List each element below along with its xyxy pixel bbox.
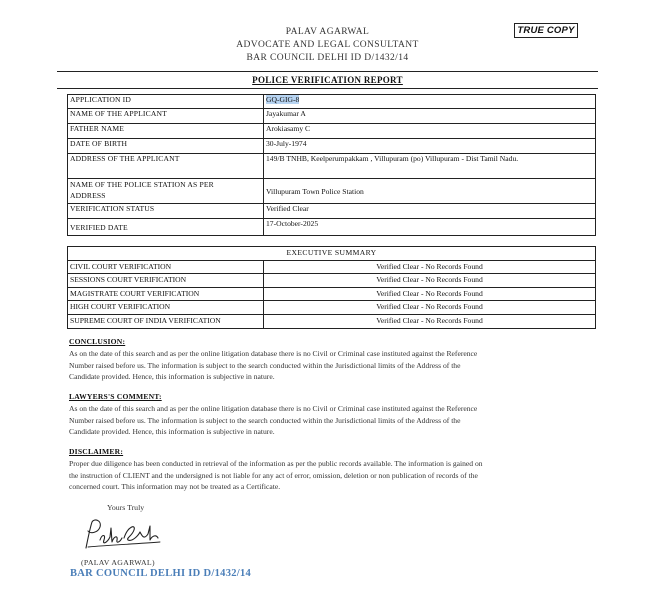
summary-value: Verified Clear - No Records Found: [264, 274, 596, 288]
conclusion-heading: CONCLUSION:: [69, 337, 126, 346]
summary-value: Verified Clear - No Records Found: [264, 287, 596, 301]
table-row: [68, 124, 596, 139]
summary-label: HIGH COURT VERIFICATION: [68, 301, 264, 315]
dob-value: 30-July-1974: [264, 139, 596, 154]
executive-summary-title: EXECUTIVE SUMMARY: [68, 247, 596, 261]
police-station-label-line1: NAME OF THE POLICE STATION AS PER: [70, 180, 214, 189]
header-divider: [57, 71, 598, 72]
table-row: [68, 139, 596, 154]
father-name-value: Arokiasamy C: [264, 124, 596, 139]
detail-label: FATHER NAME: [68, 124, 264, 139]
report-title-text: POLICE VERIFICATION REPORT: [252, 75, 403, 85]
detail-label: VERIFICATION STATUS: [68, 204, 264, 219]
detail-label: DATE OF BIRTH: [68, 139, 264, 154]
detail-label: NAME OF THE APPLICANT: [68, 109, 264, 124]
detail-label: APPLICATION ID: [68, 95, 264, 109]
lawyers-comment-line: As on the date of this search and as per the online litigation database there is no Civil or Criminal case instituted against the Reference: [69, 403, 478, 413]
verification-status-value: Verified Clear: [264, 204, 596, 219]
verified-date-value: 17-October-2025: [264, 219, 596, 236]
disclaimer-line: Proper due diligence has been conducted in retrieval of the information as per the public records available. The information is gained on: [69, 458, 483, 468]
table-row: [68, 154, 596, 179]
applicant-name-value: Jayakumar A: [264, 109, 596, 124]
applicant-details-table: [67, 94, 596, 236]
table-row: [68, 287, 596, 301]
advocate-designation: ADVOCATE AND LEGAL CONSULTANT: [236, 40, 419, 50]
detail-label: ADDRESS OF THE APPLICANT: [68, 154, 264, 179]
handwritten-signature: [80, 518, 164, 554]
advocate-name: PALAV AGARWAL: [285, 27, 370, 37]
table-row: [68, 274, 596, 288]
closing-text: Yours Truly: [107, 503, 145, 512]
table-row: [68, 260, 596, 274]
police-station-label-line2: ADDRESS: [70, 190, 106, 200]
table-row: [68, 219, 596, 236]
conclusion-line: Number raised before us. The information is subject to the search conducted within the Jurisdictional limits of the Address of the: [69, 360, 461, 370]
summary-value: Verified Clear - No Records Found: [264, 260, 596, 274]
report-title: [0, 75, 655, 85]
conclusion-line: Candidate provided. Hence, this information is subjective in nature.: [69, 372, 275, 382]
conclusion-section: [69, 336, 589, 383]
summary-value: Verified Clear - No Records Found: [264, 314, 596, 328]
table-row: [68, 204, 596, 219]
lawyers-comment-section: [69, 391, 589, 438]
summary-label: SESSIONS COURT VERIFICATION: [68, 274, 264, 288]
table-row: [68, 301, 596, 315]
table-row: [68, 109, 596, 124]
disclaimer-heading: DISCLAIMER:: [69, 447, 124, 456]
table-row: [68, 95, 596, 109]
summary-value: Verified Clear - No Records Found: [264, 301, 596, 315]
disclaimer-section: [69, 446, 589, 493]
executive-summary-table: [67, 246, 596, 329]
detail-label: VERIFIED DATE: [68, 219, 264, 236]
bar-council-id: BAR COUNCIL DELHI ID D/1432/14: [246, 53, 409, 63]
table-row: [68, 247, 596, 261]
lawyers-comment-heading: LAWYERS'S COMMENT:: [69, 392, 162, 401]
police-station-value: Villupuram Town Police Station: [264, 179, 596, 204]
signatory-name: (PALAV AGARWAL): [81, 558, 155, 567]
lawyers-comment-line: Number raised before us. The information is subject to the search conducted within the Jurisdictional limits of the Address of the: [69, 415, 461, 425]
detail-value: [264, 95, 596, 109]
lawyers-comment-line: Candidate provided. Hence, this information is subjective in nature.: [69, 427, 275, 437]
true-copy-stamp: TRUE COPY: [514, 23, 578, 38]
table-row: [68, 179, 596, 204]
detail-label: [68, 179, 264, 204]
signatory-bar-council-id: BAR COUNCIL DELHI ID D/1432/14: [70, 568, 252, 579]
table-row: [68, 314, 596, 328]
summary-label: SUPREME COURT OF INDIA VERIFICATION: [68, 314, 264, 328]
address-value: 149/B TNHB, Keelperumpakkam , Villupuram (po) Villupuram - Dist Tamil Nadu.: [264, 154, 596, 179]
title-divider: [57, 88, 598, 89]
disclaimer-line: the instruction of CLIENT and the undersigned is not liable for any act of error, omission, deletion or non publication of records of the: [69, 470, 478, 480]
conclusion-line: As on the date of this search and as per the online litigation database there is no Civil or Criminal case instituted against the Reference: [69, 348, 478, 358]
disclaimer-line: concerned court. This information may not be treated as a Certificate.: [69, 482, 281, 492]
summary-label: MAGISTRATE COURT VERIFICATION: [68, 287, 264, 301]
summary-label: CIVIL COURT VERIFICATION: [68, 260, 264, 274]
application-id-value: GQ-GIG-8: [266, 95, 300, 104]
